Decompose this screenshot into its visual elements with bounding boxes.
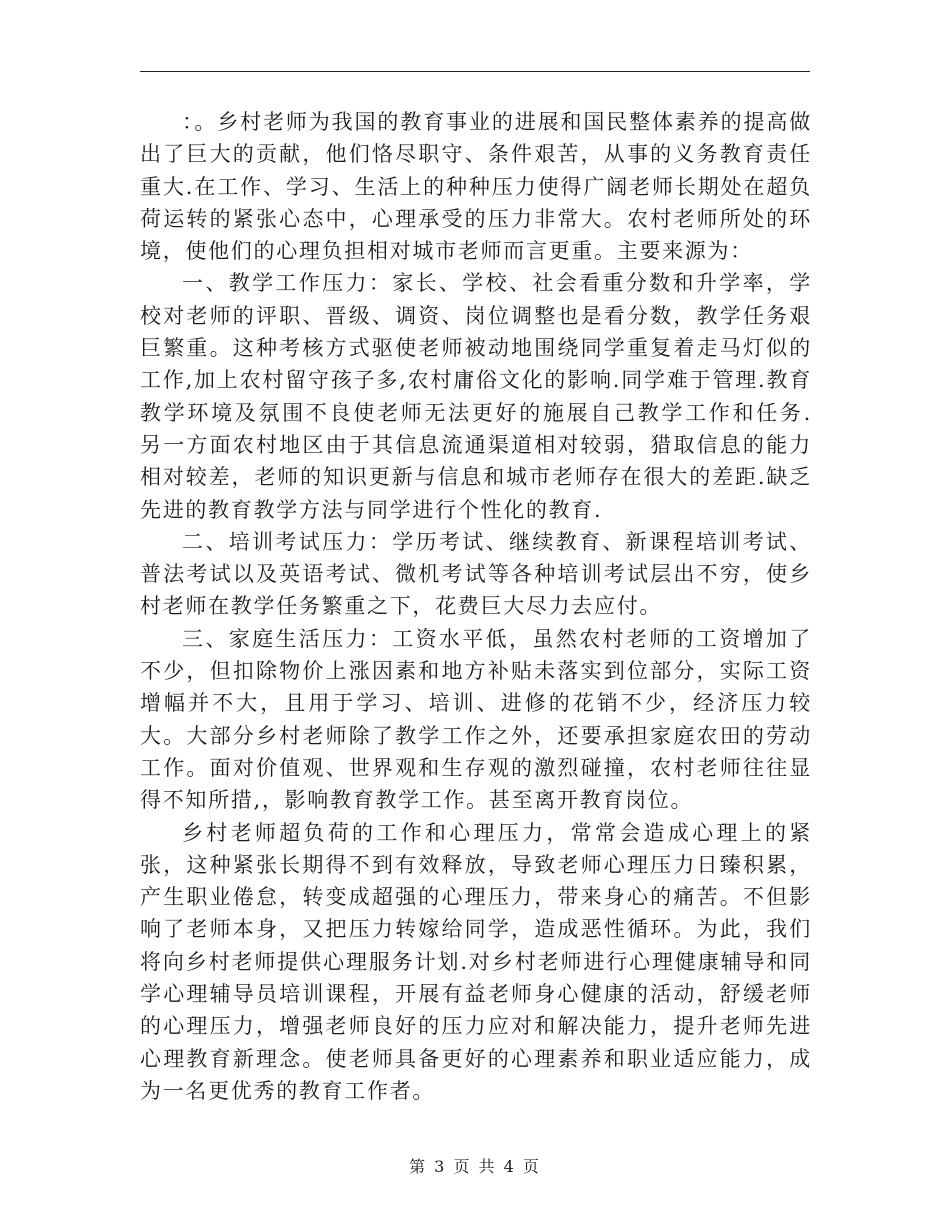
document-body bbox=[140, 106, 812, 1107]
paragraph-teaching-pressure: 一、教学工作压力：家长、学校、社会看重分数和升学率，学校对老师的评职、晋级、调资、岗位调整也是看分数，教学任务艰巨繁重。这种考核方式驱使老师被动地围绕同学重复着走马灯似的工作,加上农村留守孩子多,农村庸俗文化的影响.同学难于管理.教育教学环境及氛围不良使老师无法更好的施展自己教学工作和任务. 另一方面农村地区由于其信息流通渠道相对较弱，猎取信息的能力相对较差，老师的知识更新与信息和城市老师存在很大的差距.缺乏先进的教育教学方法与同学进行个性化的教育. bbox=[140, 271, 812, 522]
paragraph-family-pressure: 三、家庭生活压力：工资水平低，虽然农村老师的工资增加了不少，但扣除物价上涨因素和地方补贴未落实到位部分，实际工资增幅并不大，且用于学习、培训、进修的花销不少，经济压力较大。大部分乡村老师除了教学工作之外，还要承担家庭农田的劳动工作。面对价值观、世界观和生存观的激烈碰撞，农村老师往往显得不知所措,，影响教育教学工作。甚至离开教育岗位。 bbox=[140, 626, 812, 813]
paragraph-training-pressure: 二、培训考试压力：学历考试、继续教育、新课程培训考试、普法考试以及英语考试、微机考试等各种培训考试层出不穷，使乡村老师在教学任务繁重之下，花费巨大尽力去应付。 bbox=[140, 529, 812, 619]
page-number-footer: 第 3 页 共 4 页 bbox=[409, 1157, 541, 1176]
paragraph-intro: ：。乡村老师为我国的教育事业的进展和国民整体素养的提高做出了巨大的贡献，他们恪尽职守、条件艰苦，从事的义务教育责任重大.在工作、学习、生活上的种种压力使得广阔老师长期处在超负荷运转的紧张心态中，心理承受的压力非常大。农村老师所处的环境，使他们的心理负担相对城市老师而言更重。主要来源为： bbox=[140, 110, 812, 264]
header-rule bbox=[140, 71, 810, 72]
paragraph-conclusion: 乡村老师超负荷的工作和心理压力，常常会造成心理上的紧张，这种紧张长期得不到有效释放，导致老师心理压力日臻积累，产生职业倦怠，转变成超强的心理压力，带来身心的痛苦。不但影响了老师本身，又把压力转嫁给同学，造成恶性循环。为此，我们将向乡村老师提供心理服务计划.对乡村老师进行心理健康辅导和同学心理辅导员培训课程，开展有益老师身心健康的活动，舒缓老师的心理压力，增强老师良好的压力应对和解决能力，提升老师先进心理教育新理念。使老师具备更好的心理素养和职业适应能力，成为一名更优秀的教育工作者。 bbox=[140, 820, 812, 1103]
